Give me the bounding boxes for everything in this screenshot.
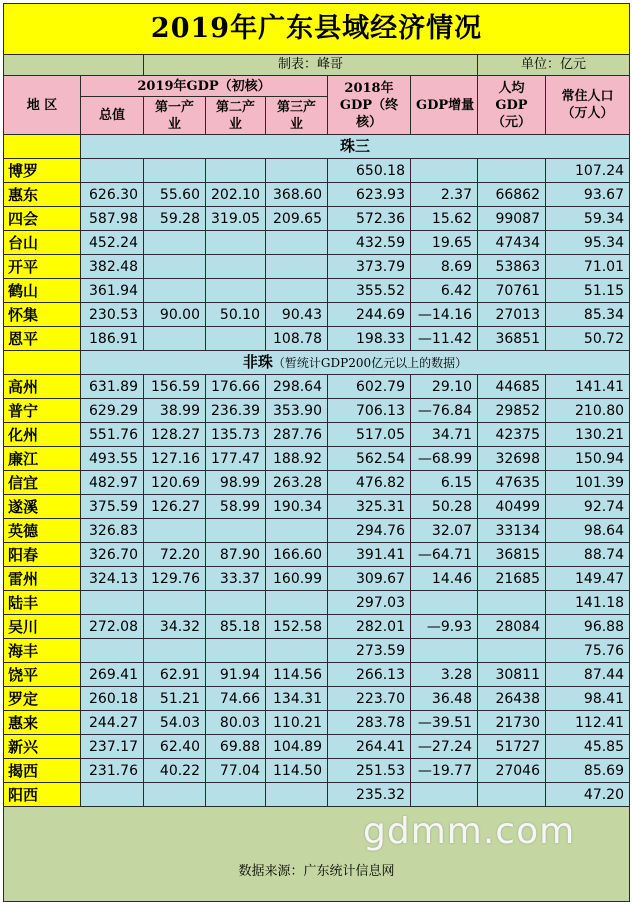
region-cell: 恩平 [4,327,81,351]
total-cell: 361.94 [81,279,144,303]
per-capita-cell: 27046 [478,759,546,783]
population-cell: 75.76 [546,639,630,663]
growth-cell: —11.42 [411,327,478,351]
growth-cell: 3.28 [411,663,478,687]
population-cell: 85.34 [546,303,630,327]
per-capita-cell: 36815 [478,543,546,567]
population-cell: 92.74 [546,495,630,519]
primary-cell: 59.28 [144,207,206,231]
tertiary-cell [266,591,328,615]
tertiary-cell: 114.50 [266,759,328,783]
table-row [4,711,630,735]
table-row [4,759,630,783]
population-cell: 150.94 [546,447,630,471]
population-cell: 50.72 [546,327,630,351]
per-capita-cell: 51727 [478,735,546,759]
total-cell: 587.98 [81,207,144,231]
primary-cell: 62.91 [144,663,206,687]
section-title [81,351,630,375]
region-cell: 雷州 [4,567,81,591]
secondary-cell: 77.04 [206,759,266,783]
total-cell: 382.48 [81,255,144,279]
secondary-cell: 176.66 [206,375,266,399]
region-cell: 怀集 [4,303,81,327]
header-per-capita: 人均GDP（元） [478,76,546,135]
total-cell: 326.83 [81,519,144,543]
primary-cell: 127.16 [144,447,206,471]
tertiary-cell [266,639,328,663]
tertiary-cell: 298.64 [266,375,328,399]
growth-cell: —76.84 [411,399,478,423]
gdp2018-cell: 432.59 [328,231,411,255]
secondary-cell [206,519,266,543]
region-cell: 阳春 [4,543,81,567]
tertiary-cell: 152.58 [266,615,328,639]
region-cell: 新兴 [4,735,81,759]
population-cell: 96.88 [546,615,630,639]
total-cell: 452.24 [81,231,144,255]
header-tertiary: 第三产业 [266,97,328,135]
growth-cell: 6.42 [411,279,478,303]
header-gdp2018: 2018年GDP（终核） [328,76,411,135]
secondary-cell: 74.66 [206,687,266,711]
table-row [4,687,630,711]
table-row [4,159,630,183]
primary-cell: 34.32 [144,615,206,639]
primary-cell: 72.20 [144,543,206,567]
tertiary-cell: 110.21 [266,711,328,735]
region-cell: 信宜 [4,471,81,495]
region-cell: 鹤山 [4,279,81,303]
total-cell: 629.29 [81,399,144,423]
region-cell: 饶平 [4,663,81,687]
header-gdp2019: 2019年GDP（初核） [81,76,328,97]
gdp2018-cell: 476.82 [328,471,411,495]
secondary-cell: 177.47 [206,447,266,471]
growth-cell: 2.37 [411,183,478,207]
gdp2018-cell: 706.13 [328,399,411,423]
tertiary-cell [266,783,328,807]
table-title: 2019年广东县域经济情况 [4,4,630,55]
total-cell: 272.08 [81,615,144,639]
table-row [4,231,630,255]
table-row [4,447,630,471]
per-capita-cell [478,159,546,183]
growth-cell [411,591,478,615]
population-cell: 47.20 [546,783,630,807]
per-capita-cell: 40499 [478,495,546,519]
per-capita-cell: 99087 [478,207,546,231]
tertiary-cell: 134.31 [266,687,328,711]
secondary-cell: 319.05 [206,207,266,231]
total-cell: 237.17 [81,735,144,759]
per-capita-cell: 21730 [478,711,546,735]
per-capita-cell: 28084 [478,615,546,639]
tertiary-cell: 287.76 [266,423,328,447]
header-secondary: 第二产业 [206,97,266,135]
total-cell: 244.27 [81,711,144,735]
secondary-cell: 135.73 [206,423,266,447]
secondary-cell [206,231,266,255]
table-row [4,567,630,591]
tertiary-cell [266,519,328,543]
secondary-cell: 33.37 [206,567,266,591]
region-cell: 惠来 [4,711,81,735]
meta-left-blank [4,55,144,76]
tertiary-cell: 263.28 [266,471,328,495]
growth-cell: 19.65 [411,231,478,255]
per-capita-cell: 27013 [478,303,546,327]
per-capita-cell: 30811 [478,663,546,687]
table-row [4,207,630,231]
total-cell [81,159,144,183]
primary-cell [144,279,206,303]
secondary-cell: 58.99 [206,495,266,519]
growth-cell: —9.93 [411,615,478,639]
total-cell: 231.76 [81,759,144,783]
gdp2018-cell: 297.03 [328,591,411,615]
tertiary-cell: 114.56 [266,663,328,687]
region-cell: 高州 [4,375,81,399]
table-row [4,663,630,687]
region-cell: 四会 [4,207,81,231]
primary-cell [144,639,206,663]
region-cell: 英德 [4,519,81,543]
secondary-cell [206,255,266,279]
region-cell: 廉江 [4,447,81,471]
per-capita-cell: 36851 [478,327,546,351]
section-title [81,135,630,159]
header-population: 常住人口（万人） [546,76,630,135]
per-capita-cell [478,639,546,663]
growth-cell: 32.07 [411,519,478,543]
per-capita-cell: 29852 [478,399,546,423]
gdp2018-cell: 198.33 [328,327,411,351]
primary-cell: 38.99 [144,399,206,423]
table-row [4,399,630,423]
watermark: gdmm.com [363,811,576,852]
primary-cell: 156.59 [144,375,206,399]
region-cell: 化州 [4,423,81,447]
primary-cell [144,783,206,807]
total-cell [81,783,144,807]
region-cell: 台山 [4,231,81,255]
secondary-cell: 50.10 [206,303,266,327]
total-cell: 326.70 [81,543,144,567]
section-note: （暂统计GDP200亿元以上的数据） [272,356,468,370]
region-cell: 揭西 [4,759,81,783]
gdp2018-cell: 294.76 [328,519,411,543]
tertiary-cell: 368.60 [266,183,328,207]
population-cell: 45.85 [546,735,630,759]
growth-cell: —68.99 [411,447,478,471]
tertiary-cell [266,231,328,255]
total-cell: 260.18 [81,687,144,711]
growth-cell: 6.15 [411,471,478,495]
growth-cell: —39.51 [411,711,478,735]
growth-cell: 15.62 [411,207,478,231]
gdp2018-cell: 355.52 [328,279,411,303]
growth-cell: —19.77 [411,759,478,783]
section-row [4,351,630,375]
growth-cell: 8.69 [411,255,478,279]
gdp2018-cell: 325.31 [328,495,411,519]
gdp2018-cell: 264.41 [328,735,411,759]
secondary-cell: 69.88 [206,735,266,759]
region-cell: 开平 [4,255,81,279]
population-cell: 130.21 [546,423,630,447]
gdp2018-cell: 282.01 [328,615,411,639]
total-cell: 493.55 [81,447,144,471]
per-capita-cell: 47434 [478,231,546,255]
per-capita-cell [478,783,546,807]
gdp2018-cell: 562.54 [328,447,411,471]
region-cell: 罗定 [4,687,81,711]
population-cell: 85.69 [546,759,630,783]
region-cell: 普宁 [4,399,81,423]
growth-cell: —64.71 [411,543,478,567]
per-capita-cell: 70761 [478,279,546,303]
secondary-cell [206,279,266,303]
economy-table [3,3,630,902]
total-cell: 375.59 [81,495,144,519]
growth-cell [411,783,478,807]
table-row [4,639,630,663]
table-row [4,735,630,759]
secondary-cell: 85.18 [206,615,266,639]
population-cell: 98.41 [546,687,630,711]
secondary-cell [206,639,266,663]
gdp2018-cell: 572.36 [328,207,411,231]
primary-cell: 62.40 [144,735,206,759]
primary-cell: 129.76 [144,567,206,591]
table-row [4,423,630,447]
table-row [4,783,630,807]
primary-cell [144,519,206,543]
table-row [4,495,630,519]
per-capita-cell: 26438 [478,687,546,711]
table-row [4,591,630,615]
primary-cell: 40.22 [144,759,206,783]
table-row [4,543,630,567]
total-cell: 324.13 [81,567,144,591]
gdp2018-cell: 309.67 [328,567,411,591]
section-name: 珠三 [340,137,371,155]
population-cell: 51.15 [546,279,630,303]
primary-cell: 126.27 [144,495,206,519]
population-cell: 98.64 [546,519,630,543]
primary-cell [144,591,206,615]
growth-cell: —27.24 [411,735,478,759]
growth-cell: 36.48 [411,687,478,711]
per-capita-cell: 44685 [478,375,546,399]
tertiary-cell: 190.34 [266,495,328,519]
section-name: 非珠 [242,353,273,371]
table-row [4,279,630,303]
region-cell: 博罗 [4,159,81,183]
population-cell: 59.34 [546,207,630,231]
table-row [4,471,630,495]
tertiary-cell: 104.89 [266,735,328,759]
table-row [4,375,630,399]
table-row [4,183,630,207]
population-cell: 93.67 [546,183,630,207]
gdp2018-cell: 251.53 [328,759,411,783]
table-row [4,255,630,279]
secondary-cell [206,327,266,351]
population-cell: 71.01 [546,255,630,279]
total-cell: 230.53 [81,303,144,327]
growth-cell: 50.28 [411,495,478,519]
population-cell: 95.34 [546,231,630,255]
growth-cell: 29.10 [411,375,478,399]
growth-cell: 34.71 [411,423,478,447]
maker-label: 制表：峰哥 [144,55,478,76]
growth-cell [411,639,478,663]
secondary-cell [206,591,266,615]
primary-cell: 90.00 [144,303,206,327]
primary-cell: 51.21 [144,687,206,711]
gdp2018-cell: 650.18 [328,159,411,183]
total-cell: 631.89 [81,375,144,399]
per-capita-cell: 32698 [478,447,546,471]
total-cell: 186.91 [81,327,144,351]
growth-cell: 14.46 [411,567,478,591]
tertiary-cell: 108.78 [266,327,328,351]
gdp2018-cell: 273.59 [328,639,411,663]
population-cell: 112.41 [546,711,630,735]
gdp2018-cell: 623.93 [328,183,411,207]
secondary-cell: 80.03 [206,711,266,735]
population-cell: 141.18 [546,591,630,615]
primary-cell: 120.69 [144,471,206,495]
gdp2018-cell: 602.79 [328,375,411,399]
total-cell [81,639,144,663]
total-cell: 269.41 [81,663,144,687]
per-capita-cell [478,591,546,615]
population-cell: 101.39 [546,471,630,495]
tertiary-cell [266,279,328,303]
table-row [4,615,630,639]
growth-cell [411,159,478,183]
population-cell: 87.44 [546,663,630,687]
region-cell: 阳西 [4,783,81,807]
header-total: 总值 [81,97,144,135]
source-note: 数据来源：广东统计信息网 [4,807,630,902]
section-row [4,135,630,159]
gdp2018-cell: 517.05 [328,423,411,447]
total-cell: 626.30 [81,183,144,207]
gdp2018-cell: 373.79 [328,255,411,279]
primary-cell [144,231,206,255]
tertiary-cell: 166.60 [266,543,328,567]
tertiary-cell: 160.99 [266,567,328,591]
gdp2018-cell: 283.78 [328,711,411,735]
primary-cell: 55.60 [144,183,206,207]
primary-cell [144,159,206,183]
table-row [4,519,630,543]
per-capita-cell: 21685 [478,567,546,591]
header-growth: GDP增量 [411,76,478,135]
growth-cell: —14.16 [411,303,478,327]
primary-cell [144,327,206,351]
region-cell: 海丰 [4,639,81,663]
secondary-cell [206,159,266,183]
secondary-cell: 98.99 [206,471,266,495]
spreadsheet [3,3,629,888]
table-row [4,303,630,327]
table-row [4,327,630,351]
population-cell: 210.80 [546,399,630,423]
population-cell: 88.74 [546,543,630,567]
tertiary-cell: 90.43 [266,303,328,327]
secondary-cell: 91.94 [206,663,266,687]
tertiary-cell [266,159,328,183]
tertiary-cell: 188.92 [266,447,328,471]
region-cell: 惠东 [4,183,81,207]
total-cell: 482.97 [81,471,144,495]
per-capita-cell: 33134 [478,519,546,543]
section-blank-cell [4,135,81,159]
population-cell: 141.41 [546,375,630,399]
secondary-cell: 236.39 [206,399,266,423]
tertiary-cell: 209.65 [266,207,328,231]
header-region: 地 区 [4,76,81,135]
per-capita-cell: 47635 [478,471,546,495]
tertiary-cell: 353.90 [266,399,328,423]
primary-cell [144,255,206,279]
region-cell: 吴川 [4,615,81,639]
secondary-cell: 87.90 [206,543,266,567]
section-blank-cell [4,351,81,375]
gdp2018-cell: 235.32 [328,783,411,807]
per-capita-cell: 42375 [478,423,546,447]
total-cell [81,591,144,615]
population-cell: 149.47 [546,567,630,591]
per-capita-cell: 66862 [478,183,546,207]
secondary-cell: 202.10 [206,183,266,207]
gdp2018-cell: 223.70 [328,687,411,711]
gdp2018-cell: 266.13 [328,663,411,687]
primary-cell: 128.27 [144,423,206,447]
unit-label: 单位：亿元 [478,55,630,76]
per-capita-cell: 53863 [478,255,546,279]
population-cell: 107.24 [546,159,630,183]
primary-cell: 54.03 [144,711,206,735]
header-primary: 第一产业 [144,97,206,135]
region-cell: 遂溪 [4,495,81,519]
region-cell: 陆丰 [4,591,81,615]
gdp2018-cell: 391.41 [328,543,411,567]
total-cell: 551.76 [81,423,144,447]
tertiary-cell [266,255,328,279]
gdp2018-cell: 244.69 [328,303,411,327]
secondary-cell [206,783,266,807]
